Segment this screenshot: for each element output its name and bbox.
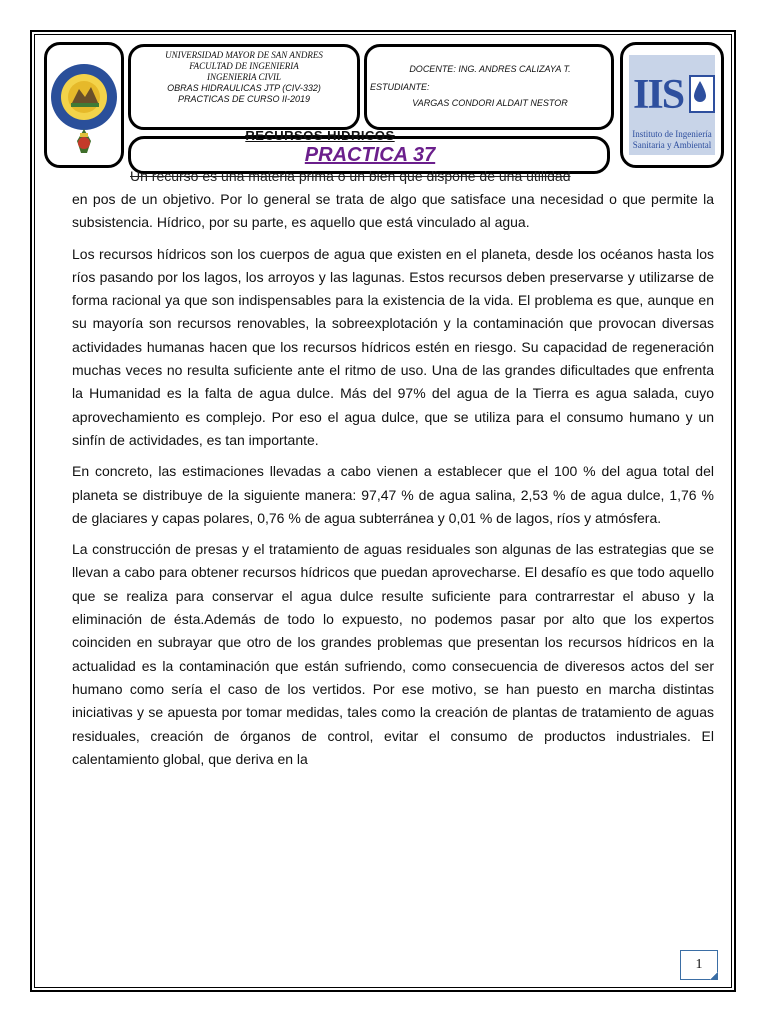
iis-logo-letters: IIS	[633, 72, 684, 118]
first-body-line: Un recurso es una materia prima o un bien que dispone de una utilidad	[130, 168, 571, 184]
document-body	[72, 188, 714, 779]
faculty-name: FACULTAD DE INGENIERIA	[189, 61, 299, 71]
paragraph-2: Los recursos hídricos son los cuerpos de agua que existen en el planeta, desde los océanos hasta los ríos pasando por los lagos, los arroyos y las lagunas. Estos recursos deben preservarse y utilizarse de forma racional ya que son indispensables para la existencia de la vida. El problema es que, aunque en su mayoría son recursos renovables, la sobreexplotación y la contaminación que provocan diversas actividades humanas hacen que los recursos hídricos estén en riesgo. Su capacidad de regeneración muchas veces no resulta suficiente ante el ritmo de uso. Una de las grandes dificultades que enfrenta la Humanidad es la falta de agua dulce. Más del 97% del agua de la Tierra es agua salada, cuyo aprovechamiento es complejo. Por eso el agua dulce, que se utiliza para el consumo humano y un sinfín de actividades, es tan importante.	[72, 245, 714, 448]
paragraph-1: en pos de un objetivo. Por lo general se trata de algo que satisface una necesidad o que permite la subsistencia. Hídrico, por su parte, es aquello que está vinculado al agua.	[72, 191, 714, 231]
semester-name: PRACTICAS DE CURSO II-2019	[177, 94, 311, 104]
university-header-text	[134, 50, 354, 105]
university-seal-icon	[47, 45, 121, 165]
document-subtitle: RECURSOS HIDRICOS	[245, 128, 395, 143]
paragraph-4: La construcción de presas y el tratamiento de aguas residuales son algunas de las estrategias que se llevan a cabo para obtener recursos hídricos que puedan aprovecharse. El desafío es que todo aquello que se realiza para conservar el agua dulce resulte suficiente para contrarrestar el abuso y la eliminación de ésta.Además de todo lo expuesto, no podemos pasar por alto que los expertos coinciden en subrayar que otro de los grandes problemas que presentan los recursos hídricos en la actualidad es la contaminación que están sufriendo, como consecuencia de diveresos actos del ser humano como sería el caso de los vertidos. Por ese motivo, se han puesto en marcha distintas iniciativas y se apuesta por tomar medidas, tales como la creación de plantas de tratamiento de aguas residuales, creación de órganos de control, evitar el consumo de productos industriales. El calentamiento global, que deriva en la	[72, 541, 714, 767]
page-number: 1	[680, 950, 718, 980]
course-name: OBRAS HIDRAULICAS JTP (CIV-332)	[167, 83, 321, 93]
docente-text: DOCENTE: ING. ANDRES CALIZAYA T.	[409, 64, 571, 74]
iis-caption-line1: Instituto de Ingeniería	[632, 129, 712, 139]
university-seal-box	[44, 42, 124, 168]
estudiante-label: ESTUDIANTE:	[370, 82, 430, 92]
paragraph-3: En concreto, las estimaciones llevadas a cabo vienen a establecer que el 100 % del agua total del planeta se distribuye de la siguiente manera: 97,47 % de agua salina, 2,53 % de agua dulce, 1,76 % de glaciares y capas polares, 0,76 % de agua subterránea y 0,01 % de lagos, ríos y atmósfera.	[72, 463, 714, 526]
practice-title: PRACTICA 37	[304, 144, 436, 166]
iis-logo-box	[620, 42, 724, 168]
iis-caption-line2: Sanitaria y Ambiental	[632, 140, 712, 150]
water-drop-icon	[689, 75, 715, 113]
estudiante-name: VARGAS CONDORI ALDAIT NESTOR	[412, 98, 568, 108]
career-name: INGENIERIA CIVIL	[206, 72, 282, 82]
university-name: UNIVERSIDAD MAYOR DE SAN ANDRES	[165, 50, 323, 60]
iis-logo-icon	[629, 55, 715, 155]
